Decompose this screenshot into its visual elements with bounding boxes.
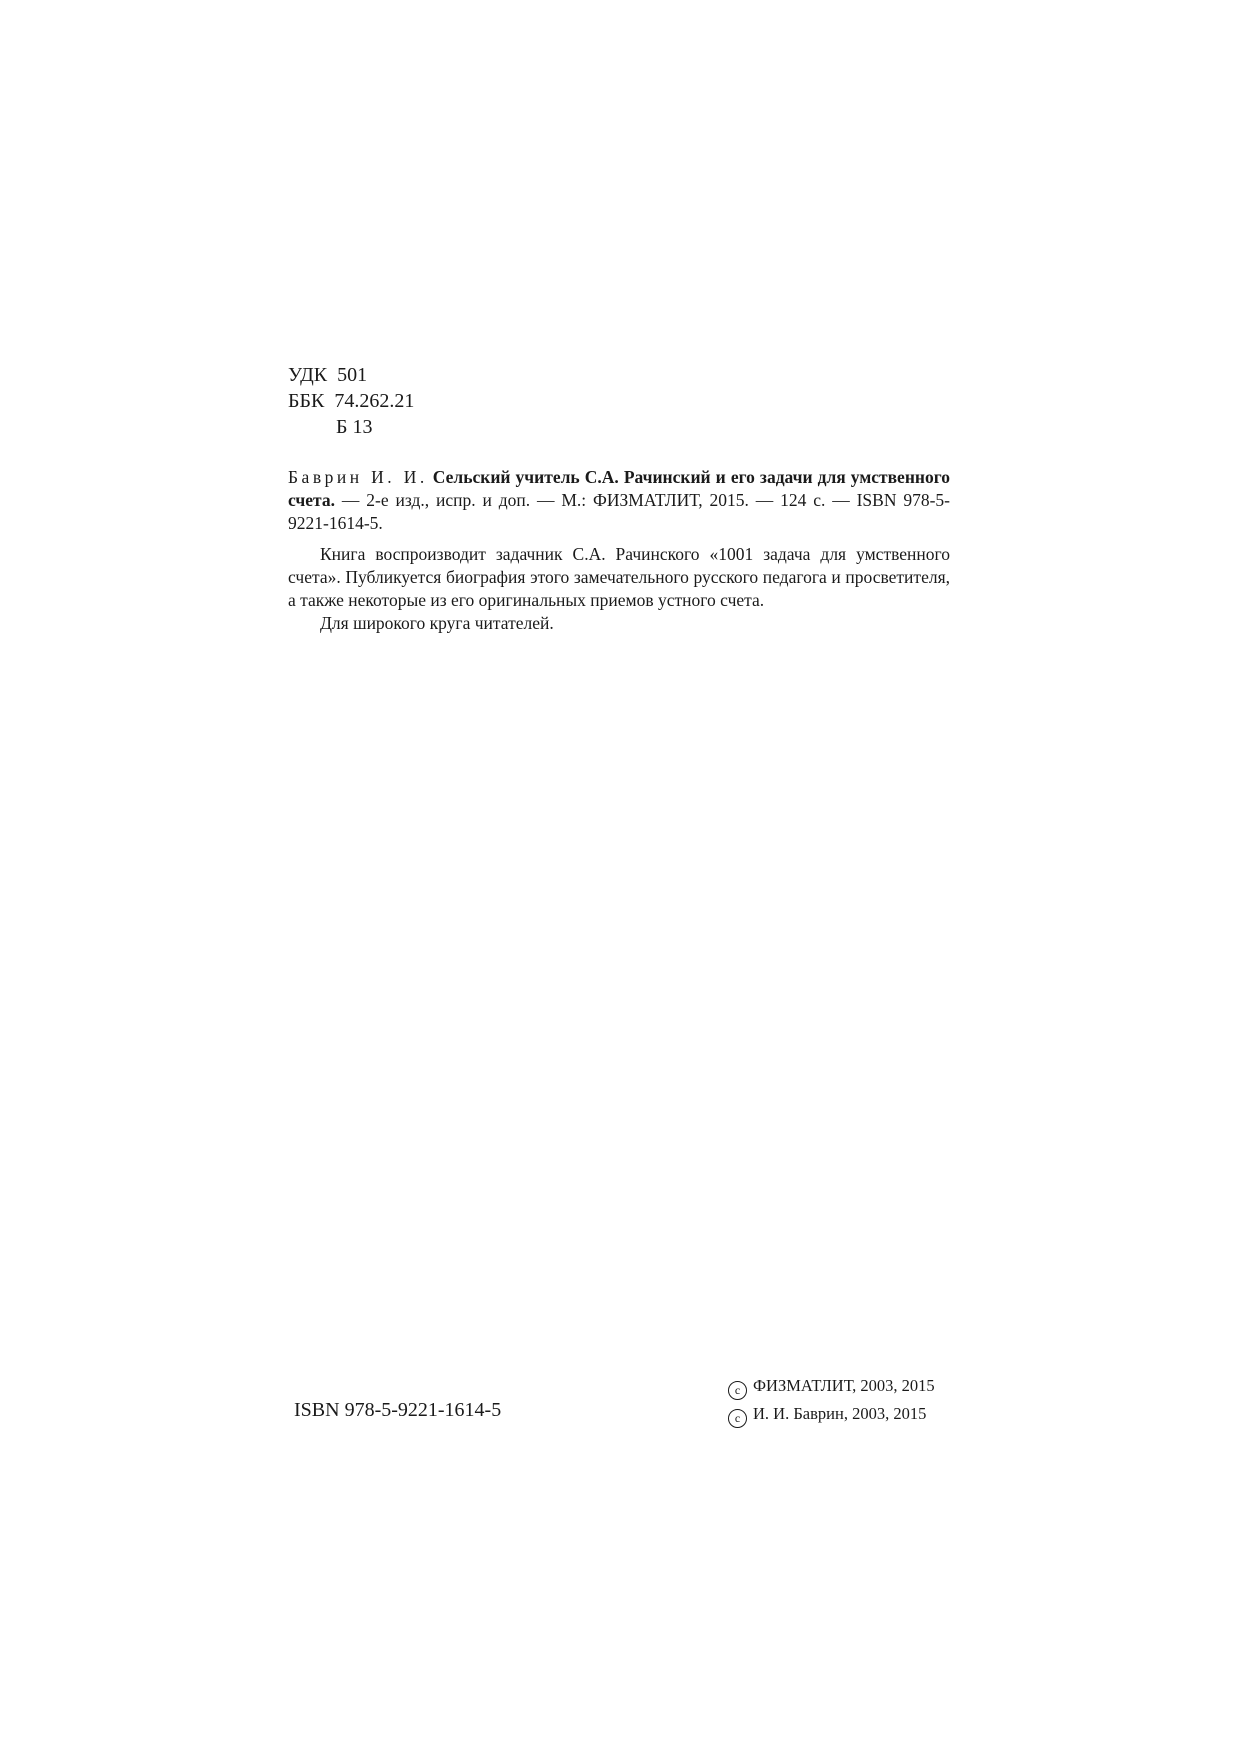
copyright-icon: c <box>728 1409 747 1428</box>
isbn: ISBN 978-5-9221-1614-5 <box>294 1399 502 1421</box>
annotation <box>288 543 950 635</box>
bibliography-title: Сельский учитель С.А. Рачинский и его задачи для умственного счета. <box>288 467 951 510</box>
bbk-value: 74.262.21 <box>334 390 415 412</box>
bibliographic-entry <box>288 466 950 535</box>
bibliography-author: Баврин И. И. <box>288 467 428 487</box>
copyright-icon: c <box>728 1381 747 1400</box>
copyright-holder: ФИЗМАТЛИТ, 2003, 2015 <box>753 1376 935 1395</box>
annotation-paragraph: Для широкого круга читателей. <box>320 613 554 633</box>
udk-value: 501 <box>337 364 368 386</box>
udk-code <box>288 362 414 388</box>
annotation-paragraph: Книга воспроизводит задачник С.А. Рачинского «1001 задача для умственного счета». Публикуется биография этого замечательного русского педагога и просветителя, а также некоторые из его оригинальных приемов устного счета. <box>288 544 950 610</box>
author-mark: Б 13 <box>336 416 373 438</box>
copyright-holder: И. И. Баврин, 2003, 2015 <box>753 1404 927 1423</box>
copyright-notices <box>728 1372 935 1428</box>
bibliography-details: — 2-е изд., испр. и доп. — М.: ФИЗМАТЛИТ, 2015. — 124 с. — ISBN 978-5-9221-1614-5. <box>288 490 951 533</box>
classification-codes <box>288 362 414 440</box>
bbk-code <box>288 388 414 414</box>
udk-label: УДК <box>288 364 328 386</box>
copyright-line <box>728 1400 935 1428</box>
bbk-label: ББК <box>288 390 325 412</box>
copyright-line <box>728 1372 935 1400</box>
